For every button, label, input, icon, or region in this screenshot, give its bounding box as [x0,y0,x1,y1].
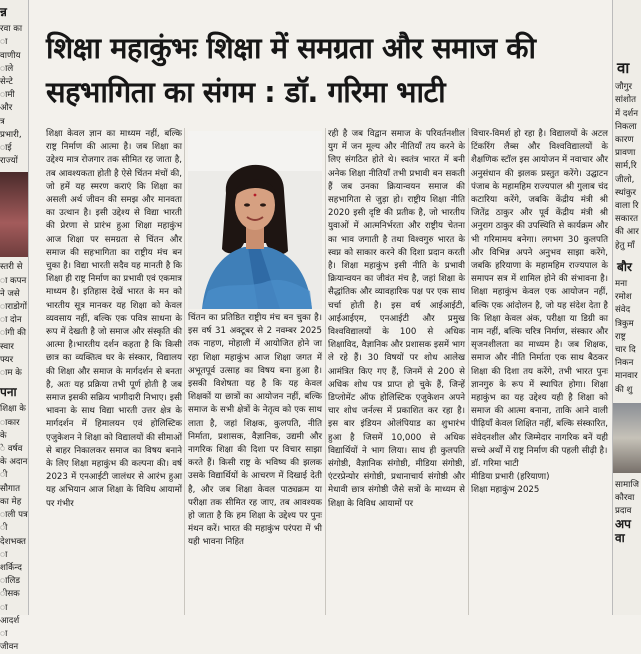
event-name: शिक्षा महाकुंभ 2025 [471,485,540,496]
article-text: रही है जब विद्वान समाज के परिवर्तनशील युग में जन मूल्य और नीतियाँ तय करने के लिए संगठित होते थे। स्वतंत्र भारत में बनी अनेक शिक्षा नीतियाँ तभी प्रभावी बन सकती हैं जब उनका क्रियान्वयन समाज की सहभागिता से जुड़ा हो। राष्ट्रीय शिक्षा नीति 2020 इसी दृष्टि की प्रतीक है, जो भारतीय युवाओं में आत्मनिर्भरता और राष्ट्रीय चेतना का भाव जगाती है तथा विश्वगुरु भारत के स्वप्न को साकार करने की दिशा प्रदान करती है। शिक्षा महाकुंभ इसी नीति के प्रभावी क्रियान्वयन का जीवंत मंच है, जहां शिक्षा के सैद्धांतिक और व्यावहारिक पक्ष पर एक साथ चर्चा होती है। इस वर्ष आईआईटी, आईआईएम, एनआईटी और प्रमुख विश्वविद्यालयों के 100 से अधिक शिक्षाविद, वैज्ञानिक और प्रशासक इसमें भाग ले रहे हैं। 30 विषयों पर शोध आलेख आमंत्रित किए गए हैं, जिनमें से 200 से अधिक शोध पत्र प्राप्त हो चुके हैं, जिन्हें डिप्लोमेंट ऑफ होलिस्टिक एजुकेशन अपने चार शोध जर्नल्स में प्रकाशित कर रहा है। इस बार इंडियन ओलंपियाड का शुभारंभ हुआ है जिसमें 10,000 से अधिक विद्यार्थियों ने भाग लिया। साथ ही कुलपति संगोष्ठी, वैज्ञानिक संगोष्ठी, मीडिया संगोष्ठी, एंटरप्रेन्योर संगोष्ठी, प्रधानाचार्य संगोष्ठी और मेधावी छात्र संगोष्ठी जैसे सत्रों के माध्यम से शिक्षा के विविध आयामों पर [328,129,465,509]
column-divider [184,128,185,615]
article-text: विचार-विमर्श हो रहा है। विद्यालयों के अटल टिंकरिंग लैब्स और विश्वविद्यालयों के शैक्षणिक स्टॉल इस आयोजन में नवाचार और अनुसंधान की झलक प्रस्तुत करेंगे। उद्घाटन पंजाब के महामहिम राज्यपाल श्री गुलाब चंद कटारिया करेंगे, जबकि केंद्रीय मंत्री श्री जितेंद्र ठाकुर और पूर्व केंद्रीय मंत्री श्री अनुराग ठाकुर की उपस्थिति से कार्यक्रम और भी गरिमामय बनेगा। लगभग 30 कुलपति और विभिन्न अपने अनुभव साझा करेंगे, जबकि हरियाणा के महामहिम राज्यपाल के समापन सत्र में शामिल होने की संभावना है। शिक्षा महाकुंभ केवल एक आयोजन नहीं, बल्कि एक आंदोलन है, जो यह संदेश देता है कि शिक्षा केवल अंक, परीक्षा या डिग्री का नाम नहीं, बल्कि चरित्र निर्माण, संस्कार और सृजनशीलता का माध्यम है। जब शिक्षक, समाज और नीति निर्माता एक साथ बैठकर शिक्षा की दिशा तय करेंगे, तभी भारत पुनः ज्ञानगुरु के रूप में स्थापित होगा। शिक्षा महाकुंभ का यह उद्देश्य यही है शिक्षा को समाज की आत्मा बनाना, ताकि आने वाली पीढ़ियाँ केवल शिक्षित नहीं, बल्कि संस्कारित, संवेदनशील और जिम्मेदार नागरिक बनें यही सच्चे अर्थों में राष्ट्र निर्माण की पहली सीढ़ी है। [471,129,608,456]
left-article-subheading: पना [0,385,17,400]
portrait-illustration [188,131,322,309]
right-article-text-2: मना रमोश संवेद त्रिकुम राष्ट्र चार दि निकन मानवार की शु [615,279,638,395]
left-article-text-1: रवा का ा वाणीय ाले सेन्टे ामी और त्र प्रभारी, ाई राज्यों [0,24,23,167]
left-article-text-3: शिक्षा के ाकार के े वर्षव के अदान ी सौगात का मेह ाली पत्र ी देशभक्त ा शर्किन्द ालिड ीसक ा आदर्श ा जीवन [0,404,28,653]
column-divider [468,128,469,615]
article-column-4 [471,128,608,615]
right-article-subheading: बौर [617,259,632,274]
article-column-3 [328,128,465,615]
column-divider [325,128,326,615]
left-adjacent-article [0,0,29,653]
article-text: चिंतन का प्रतिष्ठित राष्ट्रीय मंच बन चुका है। इस वर्ष 31 अक्टूबर से 2 नवम्बर 2025 तक नाहण, मोहाली में आयोजित होने जा रहा शिक्षा महाकुंभ आज शिक्षा जगत में अभूतपूर्व उत्साह का विषय बना हुआ है। इसकी विशेषता यह है कि यह केवल शिक्षकों या छात्रों का आयोजन नहीं, बल्कि समाज के सभी क्षेत्रों के नेतृत्व को एक साथ लाता है, जहां शिक्षक, कुलपति, नीति निर्माता, प्रशासक, वैज्ञानिक, उद्यमी और नागरिक शिक्षा की दिशा पर विचार साझा करते हैं। किसी राष्ट्र के भविष्य की झलक उसके विद्यार्थियों के आचरण में दिखाई देती है, और जब शिक्षा केवल पाठ्यक्रम या परीक्षा तक सीमित रह जाए, तब आवश्यक हो जाता है कि हम शिक्षा के उद्देश्य पर पुनः मंथन करें। भारत की महाकुंभ परंपरा में भी यही भावना निहित [188,313,322,548]
article-column-2 [188,312,322,615]
article-column-1 [46,128,182,615]
right-article-photo [613,403,641,473]
left-article-photo [0,172,28,257]
right-article-heading: वा [617,59,630,77]
right-adjacent-article [612,0,641,615]
author-designation: मीडिया प्रभारी (हरियाणा) [471,472,550,483]
author-photo [188,131,322,309]
article-headline: शिक्षा महाकुंभः शिक्षा में समग्रता और समाज की सहभागिता का संगम : डॉ. गरिमा भाटी [46,31,536,109]
left-article-text-2: स्तरी से ा कपन ने जसे ाराडोगों ा दोन ांगी की स्वार फ्यर ाम के [0,262,27,379]
article-text: शिक्षा केवल ज्ञान का माध्यम नहीं, बल्कि राष्ट्र निर्माण की आत्मा है। जब शिक्षा का उद्देश्य मात्र रोजगार तक सीमित रह जाता है, तब आवश्यकता होती है ऐसे चिंतन मंचों की, जो हमें यह स्मरण कराएं कि शिक्षा का असली अर्थ जीवन की समझ और मानवता का उत्थान है। इसी उद्देश्य से विद्या भारती की प्रेरणा से प्रारंभ हुआ शिक्षा महाकुंभ आज शिक्षा पर समग्रता से चिंतन और समाज की सहभागिता का राष्ट्रीय मंच बन चुका है। विद्या भारती सदैव यह मानती है कि शिक्षा ही राष्ट्र निर्माण का प्रभावी एवं एकमात्र माध्यम है। इतिहास देखें भारत के मन को भारतीय सूत्र मानकर यह शिक्षा को केवल व्यवसाय नहीं, बल्कि एक पवित्र साधना के रूप में देखती है जो समाज और संस्कृति की आत्मा है।भारतीय दर्शन कहता है कि किसी छात्र का व्यक्तित्व घर के संस्कार, विद्यालय की शिक्षा और समाज के मार्गदर्शन से बनता है, अतः यह प्रक्रिया तभी पूर्ण होती है जब समाज इसकी सक्रिय भागीदारी निभाए। इसी भावना के साथ विद्या भारती उत्तर क्षेत्र के मार्गदर्शन में हिमालयन एवं होलिस्टिक एजुकेशन ने शिक्षा को विद्यालयों की सीमाओं से बाहर निकालकर समाज का विषय बनाने के लिए शिक्षा महाकुंभ की कल्पना की। वर्ष 2023 में एनआईटी जालंधर से आरंभ हुआ यह अभियान आज शिक्षा के विविध आयामों पर गंभीर [46,129,182,509]
right-article-text-3: सामाजि कौरवा प्रदाव अप वा [615,479,640,545]
author-name: डॉ. गरिमा भाटी [471,459,519,470]
left-article-heading: न्न [0,5,7,19]
right-article-text-1: जौगुर सांशोत में दर्शन निकला कारण प्रावणा सार्म,रि जीलो, स्थांकुर वाला रि सकारत की आर हेतु माँ [615,82,639,251]
